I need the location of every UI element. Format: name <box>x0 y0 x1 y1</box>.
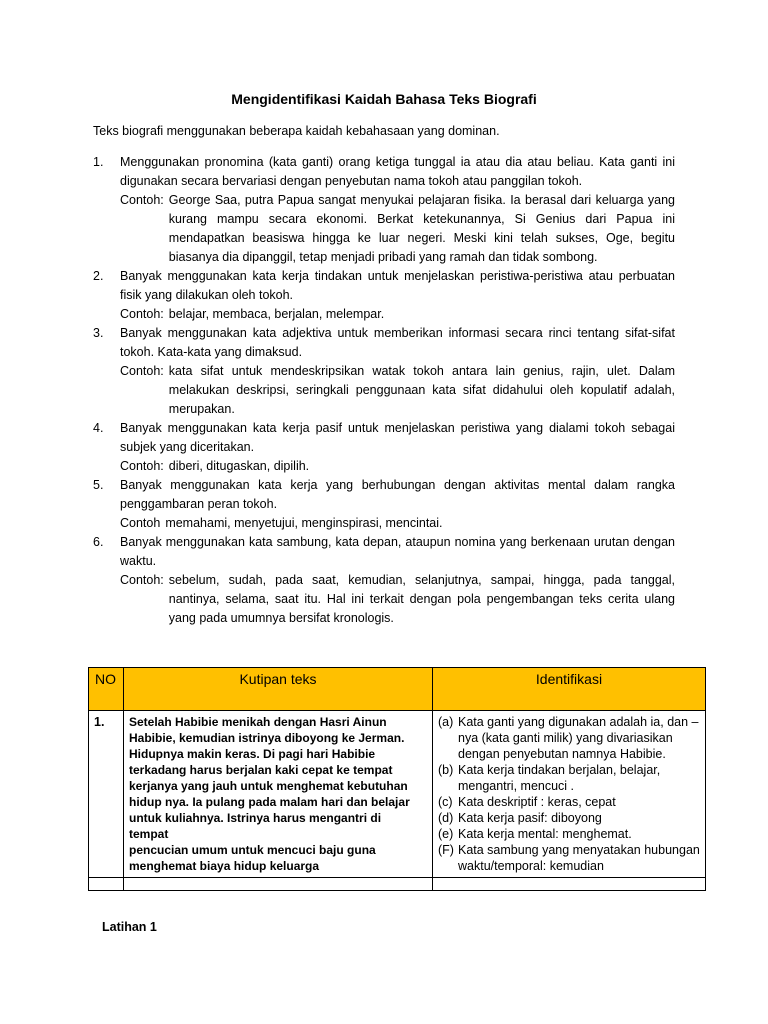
identification-item <box>438 762 700 794</box>
quote-line: terkadang harus berjalan kaki cepat ke tempat <box>129 763 393 777</box>
empty-cell <box>433 878 706 891</box>
example-text: kata sifat untuk mendeskripsikan watak tokoh antara lain genius, rajin, ulet. Dalam melakukan deskripsi, seringkali penggunaan kata sifat didahului oleh kopulatif adalah, merupakan. <box>168 364 675 416</box>
row-number: 1. <box>89 711 124 878</box>
item-marker: (d) <box>438 811 454 825</box>
example-text: George Saa, putra Papua sangat menyukai pelajaran fisika. Ia berasal dari keluarga yang kurang mampu secara ekonomi. Berkat ketekunannya, Si Genius dari Papua ini mendapatkan beasiswa hingga ke luar negeri. Meski kini telah sukses, Oge, begitu biasanya dia dipanggil, tetap menjadi pribadi yang ramah dan tidak sombong. <box>168 193 675 264</box>
list-item <box>93 324 675 419</box>
item-number: 3. <box>93 326 104 340</box>
item-number: 2. <box>93 269 104 283</box>
example-text: sebelum, sudah, pada saat, kemudian, selanjutnya, sampai, hingga, pada tanggal, nantinya, selama, saat itu. Hal ini terkait dengan pola pengembangan teks cerita ulang yang pada umumnya bersifat kronologis. <box>168 573 675 625</box>
page-title: Mengidentifikasi Kaidah Bahasa Teks Biografi <box>231 91 537 107</box>
quote-line: tempat <box>129 827 169 841</box>
empty-cell <box>89 878 124 891</box>
identification-item <box>438 714 700 762</box>
list-item <box>93 419 675 476</box>
item-number: 5. <box>93 478 104 492</box>
item-marker: (e) <box>438 827 454 841</box>
header-quote: Kutipan teks <box>124 668 433 711</box>
item-example <box>120 191 675 267</box>
item-number: 4. <box>93 421 104 435</box>
table-row <box>89 711 706 878</box>
item-text: Kata kerja tindakan berjalan, belajar, mengantri, mencuci . <box>458 763 661 793</box>
item-marker: (a) <box>438 715 454 729</box>
item-text: Banyak menggunakan kata kerja yang berhubungan dengan aktivitas mental dalam rangka penggambaran peran tokoh. <box>120 478 675 511</box>
quote-line: kerjanya yang jauh untuk menghemat kebutuhan <box>129 779 408 793</box>
exercise-heading: Latihan 1 <box>102 920 157 934</box>
header-ident: Identifikasi <box>433 668 706 711</box>
quote-line: menghemat biaya hidup keluarga <box>129 859 320 873</box>
item-text: Kata ganti yang digunakan adalah ia, dan –nya (kata ganti milik) yang divariasikan dengan penyebutan namnya Habibie. <box>458 715 699 761</box>
quote-line: pencucian umum untuk mencuci baju guna <box>129 843 376 857</box>
identification-item <box>438 826 700 842</box>
rules-list <box>93 153 675 628</box>
identification-table <box>88 667 706 891</box>
item-text: Banyak menggunakan kata kerja tindakan untuk menjelaskan peristiwa-peristiwa atau perbuatan fisik yang dilakukan oleh tokoh. <box>120 269 675 302</box>
item-text: Kata kerja pasif: diboyong <box>458 811 602 825</box>
table-row-empty <box>89 878 706 891</box>
item-text: Kata sambung yang menyatakan hubungan waktu/temporal: kemudian <box>458 843 700 873</box>
identification-cell <box>433 711 706 878</box>
quote-line: Habibie, kemudian istrinya diboyong ke Jerman. <box>129 731 405 745</box>
identification-item <box>438 842 700 874</box>
example-label: Contoh: <box>120 364 164 378</box>
quote-line: Setelah Habibie menikah dengan Hasri Ainun <box>129 715 387 729</box>
example-label: Contoh: <box>120 307 164 321</box>
item-text: Banyak menggunakan kata adjektiva untuk memberikan informasi secara rinci tentang sifat-sifat tokoh. Kata-kata yang dimaksud. <box>120 326 675 359</box>
quote-line: Hidupnya makin keras. Di pagi hari Habibie <box>129 747 376 761</box>
example-text: belajar, membaca, berjalan, melempar. <box>168 307 385 321</box>
example-label: Contoh: <box>120 459 164 473</box>
header-no: NO <box>89 668 124 711</box>
item-text: Kata kerja mental: menghemat. <box>458 827 632 841</box>
identification-item <box>438 794 700 810</box>
identification-item <box>438 810 700 826</box>
item-example <box>120 305 675 324</box>
example-label: Contoh: <box>120 573 164 587</box>
empty-cell <box>124 878 433 891</box>
item-example <box>120 362 675 419</box>
item-text: Kata deskriptif : keras, cepat <box>458 795 616 809</box>
table-header-row <box>89 668 706 711</box>
item-marker: (F) <box>438 843 454 857</box>
intro-paragraph: Teks biografi menggunakan beberapa kaidah kebahasaan yang dominan. <box>93 124 500 138</box>
item-example <box>120 514 675 533</box>
item-text: Menggunakan pronomina (kata ganti) orang ketiga tunggal ia atau dia atau beliau. Kata ganti ini digunakan secara bervariasi dengan penyebutan nama tokoh atau panggilan tokoh. <box>120 155 675 188</box>
example-label: Contoh <box>120 516 161 530</box>
item-text: Banyak menggunakan kata kerja pasif untuk menjelaskan peristiwa yang dialami tokoh sebagai subjek yang diceritakan. <box>120 421 675 454</box>
example-text: diberi, ditugaskan, dipilih. <box>168 459 310 473</box>
item-marker: (c) <box>438 795 453 809</box>
example-text: memahami, menyetujui, menginspirasi, mencintai. <box>165 516 443 530</box>
item-text: Banyak menggunakan kata sambung, kata depan, ataupun nomina yang berkenaan urutan dengan waktu. <box>120 535 675 568</box>
item-example <box>120 571 675 628</box>
item-example <box>120 457 675 476</box>
list-item <box>93 153 675 267</box>
list-item <box>93 476 675 533</box>
item-marker: (b) <box>438 763 454 777</box>
list-item <box>93 267 675 324</box>
quote-cell <box>124 711 433 878</box>
quote-line: untuk kuliahnya. Istrinya harus mengantri di <box>129 811 382 825</box>
list-item <box>93 533 675 628</box>
example-label: Contoh: <box>120 193 164 207</box>
quote-line: hidup nya. Ia pulang pada malam hari dan belajar <box>129 795 410 809</box>
item-number: 6. <box>93 535 104 549</box>
item-number: 1. <box>93 155 104 169</box>
